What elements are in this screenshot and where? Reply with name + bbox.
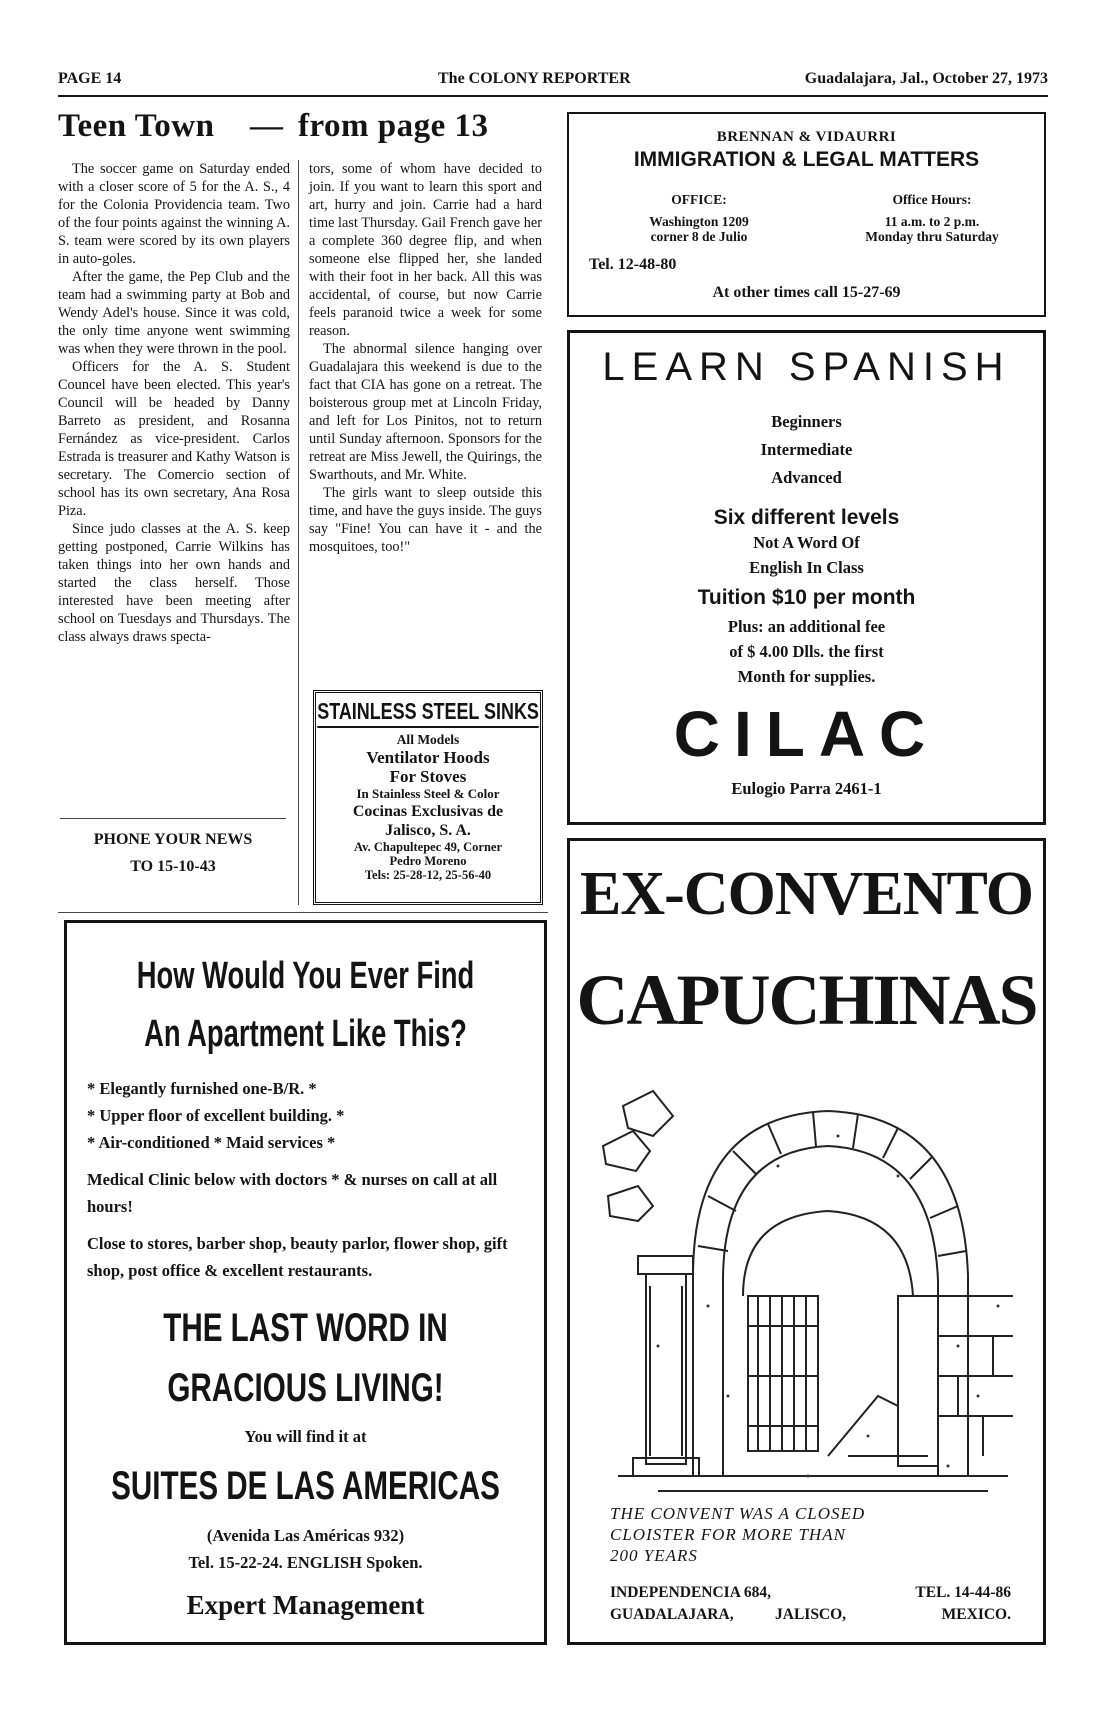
apartment-headline-1: How Would You Ever Find — [136, 955, 475, 997]
convent-caption — [610, 1503, 865, 1566]
convent-title-1: EX-CONVENTO — [580, 860, 1033, 928]
spanish-address: Eulogio Parra 2461-1 — [731, 779, 882, 798]
caption-line-3: 200 YEARS — [610, 1546, 698, 1565]
sinks-title: STAINLESS STEEL SINKS — [317, 696, 539, 728]
apartment-tel: Tel. 15-22-24. ENGLISH Spoken. — [188, 1553, 423, 1572]
hours-line-2: Monday thru Saturday — [865, 229, 999, 244]
spanish-no-english-2: English In Class — [749, 558, 864, 577]
sinks-models: All Models — [396, 732, 460, 747]
cloister-arch-illustration — [598, 1046, 1018, 1496]
legal-service: IMMIGRATION & LEGAL MATTERS — [633, 148, 980, 171]
office-line-2: corner 8 de Julio — [650, 229, 748, 244]
masthead-rule — [58, 95, 1048, 97]
spanish-levels — [570, 408, 1043, 492]
paragraph: The abnormal silence hanging over Guadalajara this weekend is due to the fact that CIA has gone on a retreat. The boisterous group met at Lincoln Friday, and left for Los Pinitos, not to return until Sunday afternoon. Sponsors for the retreat are Miss Jewell, the Quirings, the Swarthouts, and Mr. White. — [309, 341, 542, 483]
spanish-ad — [567, 330, 1046, 825]
spanish-brand: CILAC — [673, 698, 940, 770]
column-rule — [298, 160, 299, 905]
convent-title-2: CAPUCHINAS — [576, 960, 1037, 1040]
paragraph: tors, some of whom have decided to join. If you want to learn this sport and art, hurry and join. Carrie had a hard time last Thursday. Gail French gave her a complete 360 degree flip, and when someone else flipped her, she landed with their foot in her back. All this was accidental, of course, but now Carrie feels paranoid twice a week for some reason. — [309, 161, 542, 339]
sinks-company-1: Cocinas Exclusivas de — [352, 803, 504, 820]
sinks-hoods: Ventilator Hoods — [366, 748, 490, 767]
article-headline — [58, 108, 543, 156]
apartment-management: Expert Management — [186, 1590, 425, 1620]
masthead — [58, 70, 1048, 92]
apartment-name: SUITES DE LAS AMERICAS — [111, 1464, 500, 1508]
spanish-fee-3: Month for supplies. — [737, 667, 876, 686]
spanish-six-levels: Six different levels — [713, 506, 900, 529]
legal-tel: Tel. 12-48-80 — [589, 256, 677, 273]
caption-line-2: CLOISTER FOR MORE THAN — [610, 1525, 846, 1544]
convent-ad — [567, 838, 1046, 1645]
feature-item: * Air-conditioned * Maid services * — [87, 1133, 336, 1152]
apartment-slogan-2: GRACIOUS LIVING! — [167, 1366, 444, 1410]
phone-rule — [60, 818, 286, 819]
headline-dash: — — [250, 108, 284, 144]
apartment-address: (Avenida Las Américas 932) — [206, 1526, 405, 1545]
section-rule — [58, 912, 548, 913]
level-item: Advanced — [771, 468, 842, 487]
paragraph: Officers for the A. S. Student Councel have been elected. This year's Council will be headed by Danny Barreto as president, and Rosanna Fernández as vice-president. Carlos Estrada is treasurer and Kathy Watson is secretary. The Comercio section of school has its own secretary, Ana Rosa Piza. — [58, 359, 290, 519]
apartment-medical: Medical Clinic below with doctors * & nurses on call at all hours! — [87, 1170, 498, 1216]
sinks-tels: Tels: 25-28-12, 25-56-40 — [364, 868, 492, 882]
article-column-2 — [309, 160, 542, 680]
legal-other-times: At other times call 15-27-69 — [712, 284, 901, 301]
paragraph: The girls want to sleep outside this time, and have the guys inside. The guys say "Fine! You can have it - and the mosquitoes, too!" — [309, 485, 542, 555]
phone-line-1: PHONE YOUR NEWS — [93, 831, 253, 848]
level-item: Beginners — [771, 412, 842, 431]
article-column-1 — [58, 160, 290, 800]
sinks-address-1: Av. Chapultepec 49, Corner — [353, 840, 503, 854]
spanish-fee-2: of $ 4.00 Dlls. the first — [729, 642, 884, 661]
level-item: Intermediate — [760, 440, 853, 459]
legal-names: BRENNAN & VIDAURRI — [716, 129, 897, 145]
convent-address: INDEPENDENCIA 684, — [610, 1584, 772, 1601]
office-line-1: Washington 1209 — [649, 214, 749, 229]
paper-name: The COLONY REPORTER — [438, 70, 631, 87]
convent-city: GUADALAJARA, — [610, 1606, 734, 1623]
spanish-title: LEARN SPANISH — [602, 345, 1011, 389]
apartment-features — [87, 1075, 544, 1156]
apartment-close: Close to stores, barber shop, beauty parlor, flower shop, gift shop, post office & excellent restaurants. — [87, 1234, 508, 1280]
convent-state: JALISCO, — [775, 1606, 847, 1623]
paragraph: Since judo classes at the A. S. keep getting postponed, Carrie Wilkins has taken things into her own hands and started the class herself. Those interested have been meeting after school on Tuesdays and Thursdays. The class always draws specta- — [58, 521, 290, 645]
spanish-fee-1: Plus: an additional fee — [727, 617, 886, 636]
dateline: Guadalajara, Jal., October 27, 1973 — [804, 70, 1048, 87]
sinks-company-2: Jalisco, S. A. — [385, 822, 471, 839]
apartment-ad — [64, 920, 547, 1645]
apartment-slogan-1: THE LAST WORD IN — [163, 1306, 448, 1350]
apartment-find: You will find it at — [244, 1427, 367, 1446]
phone-news-box — [60, 826, 286, 880]
caption-line-1: THE CONVENT WAS A CLOSED — [610, 1504, 866, 1523]
sinks-ad — [313, 690, 543, 905]
sinks-material: In Stainless Steel & Color — [356, 786, 500, 801]
legal-ad — [567, 112, 1046, 317]
sinks-address-2: Pedro Moreno — [389, 854, 467, 868]
spanish-tuition: Tuition $10 per month — [697, 586, 916, 609]
phone-line-2: TO 15-10-43 — [130, 858, 216, 875]
sinks-stoves: For Stoves — [389, 767, 467, 786]
convent-tel: TEL. 14-44-86 — [915, 1584, 1011, 1601]
office-label: OFFICE: — [671, 192, 727, 207]
convent-country: MEXICO. — [941, 1606, 1011, 1623]
hours-label: Office Hours: — [892, 192, 972, 207]
hours-line-1: 11 a.m. to 2 p.m. — [884, 214, 980, 229]
feature-item: * Upper floor of excellent building. * — [87, 1106, 345, 1125]
paragraph: After the game, the Pep Club and the team had a swimming party at Bob and Wendy Adel's house. Since it was cold, the only time anyone went swimming was when they were thrown in the pool. — [58, 269, 290, 357]
headline-left: Teen Town — [58, 108, 215, 144]
page-number: PAGE 14 — [58, 70, 122, 87]
feature-item: * Elegantly furnished one-B/R. * — [87, 1079, 317, 1098]
spanish-no-english-1: Not A Word Of — [753, 533, 860, 552]
paragraph: The soccer game on Saturday ended with a closer score of 5 for the A. S., 4 for the Colonia Providencia team. Two of the four points against the winning A. S. team were scored by its own players in auto-goles. — [58, 161, 290, 267]
apartment-headline-2: An Apartment Like This? — [144, 1013, 467, 1055]
headline-right: from page 13 — [298, 108, 489, 144]
